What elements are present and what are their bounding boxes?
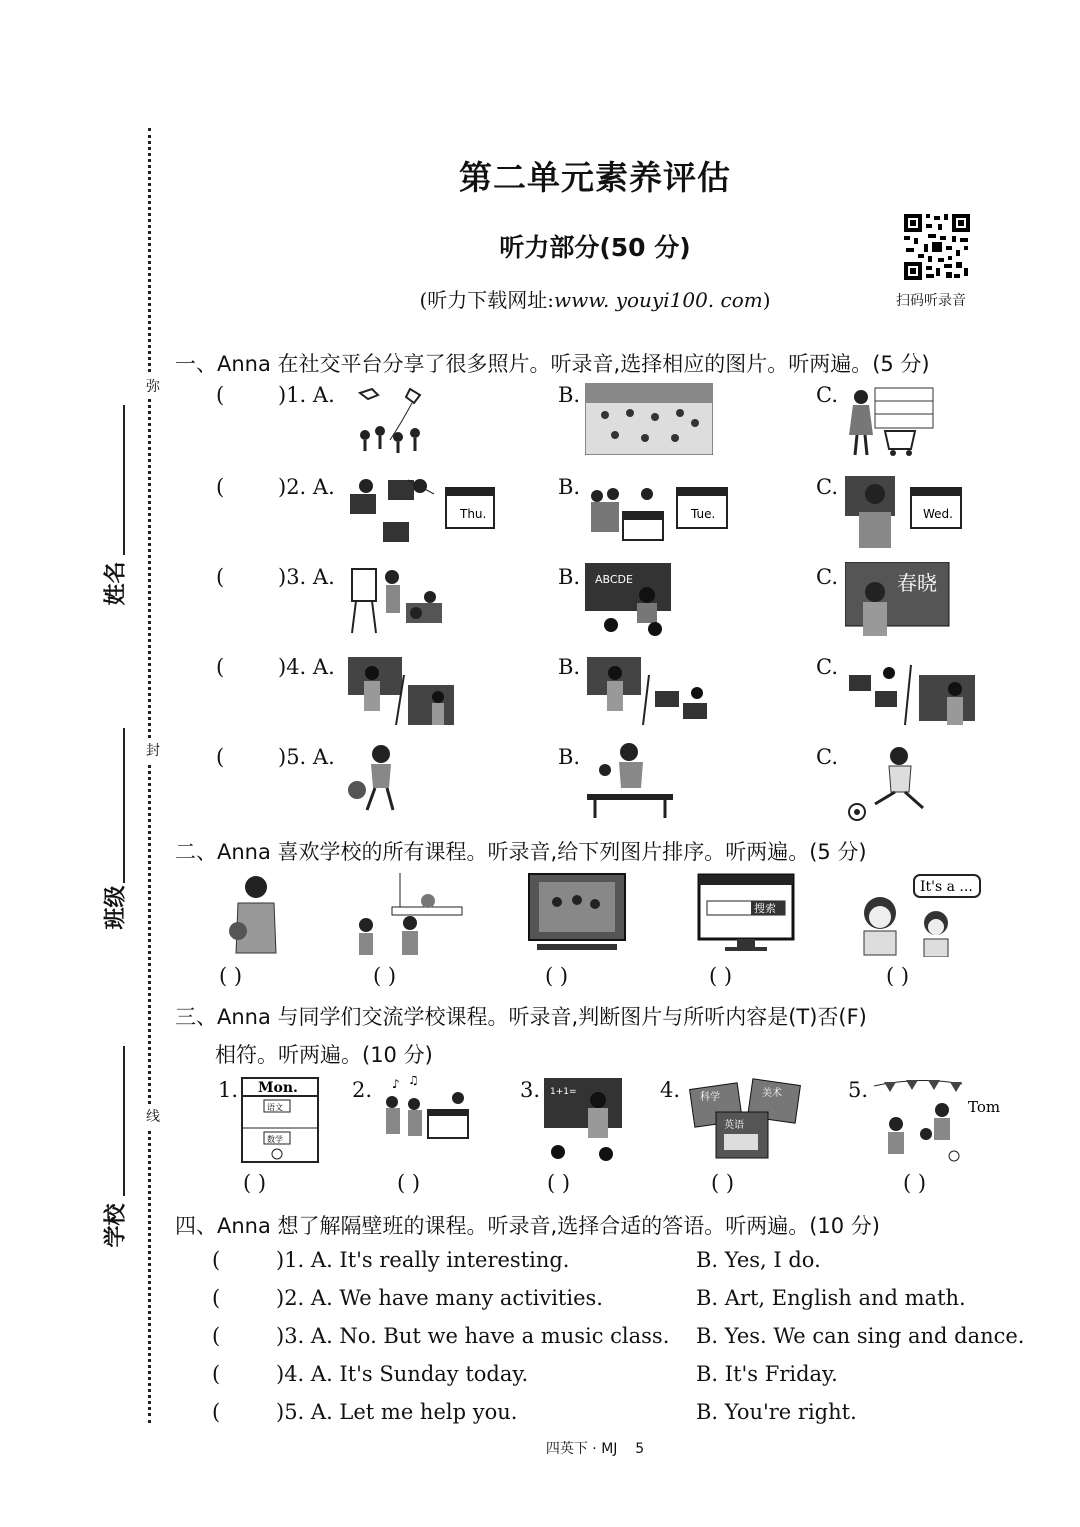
- svg-text:♫: ♫: [408, 1076, 419, 1087]
- shopping-picture[interactable]: [845, 383, 935, 459]
- basketball-picture[interactable]: [345, 742, 405, 816]
- q1-5-option-c: C.: [816, 745, 838, 769]
- qr-caption: 扫码听录音: [896, 293, 966, 309]
- section-4-heading: 四、Anna 想了解隔壁班的课程。听录音,选择合适的答语。听两遍。(10 分): [175, 1214, 880, 1238]
- search-screen-picture[interactable]: [697, 873, 797, 955]
- class-blank-line[interactable]: [123, 728, 125, 883]
- response-1-a: )1. A. It's really interesting.: [276, 1248, 570, 1272]
- answer-paren[interactable]: (: [216, 383, 225, 407]
- tf-blank-2[interactable]: ( ): [397, 1171, 421, 1195]
- school-label: 学校: [103, 1203, 129, 1248]
- tf-blank-3[interactable]: ( ): [547, 1171, 571, 1195]
- response-2-b: B. Art, English and math.: [696, 1286, 966, 1310]
- timetable-mon-text: Mon.: [258, 1080, 298, 1096]
- response-2-a: )2. A. We have many activities.: [276, 1286, 603, 1310]
- music-class-calendar-tue[interactable]: [585, 472, 735, 550]
- seal-char-1: 弥: [146, 374, 160, 398]
- section-1-heading: 一、Anna 在社交平台分享了很多照片。听录音,选择相应的图片。听两遍。(5 分): [175, 352, 930, 376]
- q1-1-option-c: C.: [816, 383, 838, 407]
- q1-2-option-b: B.: [558, 475, 581, 499]
- url-suffix: ): [762, 288, 771, 312]
- download-url[interactable]: www. youyi100. com: [554, 288, 763, 312]
- order-blank-4[interactable]: ( ): [709, 964, 733, 988]
- section-3-heading-line-1: 三、Anna 与同学们交流学校课程。听录音,判断图片与所听内容是(T)否(F): [175, 1005, 867, 1029]
- speech-bubble-text: It's a ...: [920, 879, 973, 895]
- answer-paren[interactable]: (: [216, 745, 225, 769]
- search-button-text: 搜索: [754, 902, 776, 915]
- monday-timetable-picture[interactable]: [240, 1076, 320, 1164]
- order-blank-1[interactable]: ( ): [219, 964, 243, 988]
- response-3-b: B. Yes. We can sing and dance.: [696, 1324, 1025, 1348]
- page-footer: [0, 1438, 1080, 1458]
- url-prefix: (听力下载网址:: [419, 288, 554, 312]
- binding-dotted-line: [148, 128, 151, 1423]
- football-picture[interactable]: [845, 742, 935, 822]
- textbooks-picture[interactable]: [686, 1076, 812, 1164]
- school-playground-picture[interactable]: [585, 383, 713, 455]
- art-class-picture[interactable]: [348, 563, 448, 637]
- name-blank-line[interactable]: [123, 405, 125, 555]
- answer-paren[interactable]: (: [212, 1400, 221, 1424]
- pe-teacher-picture[interactable]: [220, 873, 290, 955]
- response-4-b: B. It's Friday.: [696, 1362, 838, 1386]
- tf-blank-5[interactable]: ( ): [903, 1171, 927, 1195]
- response-1-b: B. Yes, I do.: [696, 1248, 821, 1272]
- page-number: 5: [635, 1441, 645, 1457]
- q1-4-option-c: C.: [816, 655, 838, 679]
- kite-flying-picture[interactable]: [350, 385, 430, 455]
- computer-and-board-picture[interactable]: [845, 655, 979, 729]
- music-room-picture[interactable]: [378, 1076, 474, 1156]
- name-label: 姓名: [103, 561, 129, 606]
- qr-code-icon[interactable]: [902, 212, 972, 282]
- calendar-tue-text: Tue.: [691, 507, 716, 521]
- board-math-text: 1+1=: [550, 1087, 577, 1097]
- classroom-group-picture[interactable]: [352, 873, 464, 957]
- tf-item-3-number: 3.: [520, 1078, 541, 1102]
- page-subtitle: 听力部分(50 分): [499, 233, 691, 262]
- answer-paren[interactable]: (: [216, 475, 225, 499]
- tf-item-5-number: 5.: [848, 1078, 869, 1102]
- teacher-and-board-picture[interactable]: [346, 655, 458, 729]
- class-label: 班级: [103, 885, 129, 930]
- seal-char-3: 线: [146, 1104, 160, 1128]
- footer-label: 四英下 · MJ: [545, 1441, 618, 1457]
- chinese-class-picture[interactable]: [845, 562, 951, 638]
- q1-3-number: )3. A.: [278, 565, 335, 589]
- response-3-a: )3. A. No. But we have a music class.: [276, 1324, 670, 1348]
- q1-4-number: )4. A.: [278, 655, 335, 679]
- teacher-calendar-wed[interactable]: [845, 472, 965, 550]
- order-blank-5[interactable]: ( ): [886, 964, 910, 988]
- book-art-text: 美术: [762, 1088, 782, 1099]
- tf-blank-1[interactable]: ( ): [243, 1171, 267, 1195]
- tf-item-4-number: 4.: [660, 1078, 681, 1102]
- teacher-and-computer-picture[interactable]: [585, 655, 715, 729]
- english-class-picture[interactable]: [585, 563, 673, 638]
- answer-paren[interactable]: (: [216, 565, 225, 589]
- q1-2-option-c: C.: [816, 475, 838, 499]
- q1-2-number: )2. A.: [278, 475, 335, 499]
- tf-item-2-number: 2.: [352, 1078, 373, 1102]
- page-title: 第二单元素养评估: [459, 158, 731, 197]
- answer-paren[interactable]: (: [212, 1324, 221, 1348]
- timetable-math-text: 数学: [267, 1135, 283, 1144]
- answer-paren[interactable]: (: [216, 655, 225, 679]
- math-class-picture[interactable]: [542, 1076, 624, 1164]
- q1-3-option-c: C.: [816, 565, 838, 589]
- q1-5-number: )5. A.: [278, 745, 335, 769]
- calendar-thu-text: Thu.: [460, 507, 487, 521]
- answer-paren[interactable]: (: [212, 1286, 221, 1310]
- response-4-a: )4. A. It's Sunday today.: [276, 1362, 529, 1386]
- seal-char-2: 封: [146, 738, 160, 762]
- answer-paren[interactable]: (: [212, 1362, 221, 1386]
- q1-1-number: )1. A.: [278, 383, 335, 407]
- section-2-heading: 二、Anna 喜欢学校的所有课程。听录音,给下列图片排序。听两遍。(5 分): [175, 840, 867, 864]
- sports-day-picture[interactable]: [870, 1076, 1010, 1164]
- dialogue-picture[interactable]: [854, 873, 984, 957]
- section-3-heading-line-2: 相符。听两遍。(10 分): [215, 1043, 433, 1067]
- tom-label: Tom: [968, 1098, 1001, 1116]
- computer-class-calendar-thu[interactable]: [348, 472, 498, 550]
- school-blank-line[interactable]: [123, 1046, 125, 1196]
- q1-1-option-b: B.: [558, 383, 581, 407]
- book-science-text: 科学: [700, 1092, 720, 1103]
- svg-text:♪: ♪: [392, 1077, 400, 1091]
- computer-screen-picture[interactable]: [527, 872, 632, 954]
- board-poem-text: 春晓: [897, 571, 937, 595]
- calendar-wed-text: Wed.: [923, 507, 953, 521]
- q1-4-option-b: B.: [558, 655, 581, 679]
- tf-item-1-number: 1.: [218, 1078, 239, 1102]
- order-blank-2[interactable]: ( ): [373, 964, 397, 988]
- q1-5-option-b: B.: [558, 745, 581, 769]
- response-5-a: )5. A. Let me help you.: [276, 1400, 518, 1424]
- ping-pong-picture[interactable]: [585, 740, 675, 820]
- timetable-chinese-text: 语文: [267, 1103, 283, 1112]
- book-english-text: 英语: [724, 1120, 744, 1131]
- answer-paren[interactable]: (: [212, 1248, 221, 1272]
- order-blank-3[interactable]: ( ): [545, 964, 569, 988]
- q1-3-option-b: B.: [558, 565, 581, 589]
- response-5-b: B. You're right.: [696, 1400, 857, 1424]
- tf-blank-4[interactable]: ( ): [711, 1171, 735, 1195]
- board-abc-text: ABCDE: [595, 573, 633, 586]
